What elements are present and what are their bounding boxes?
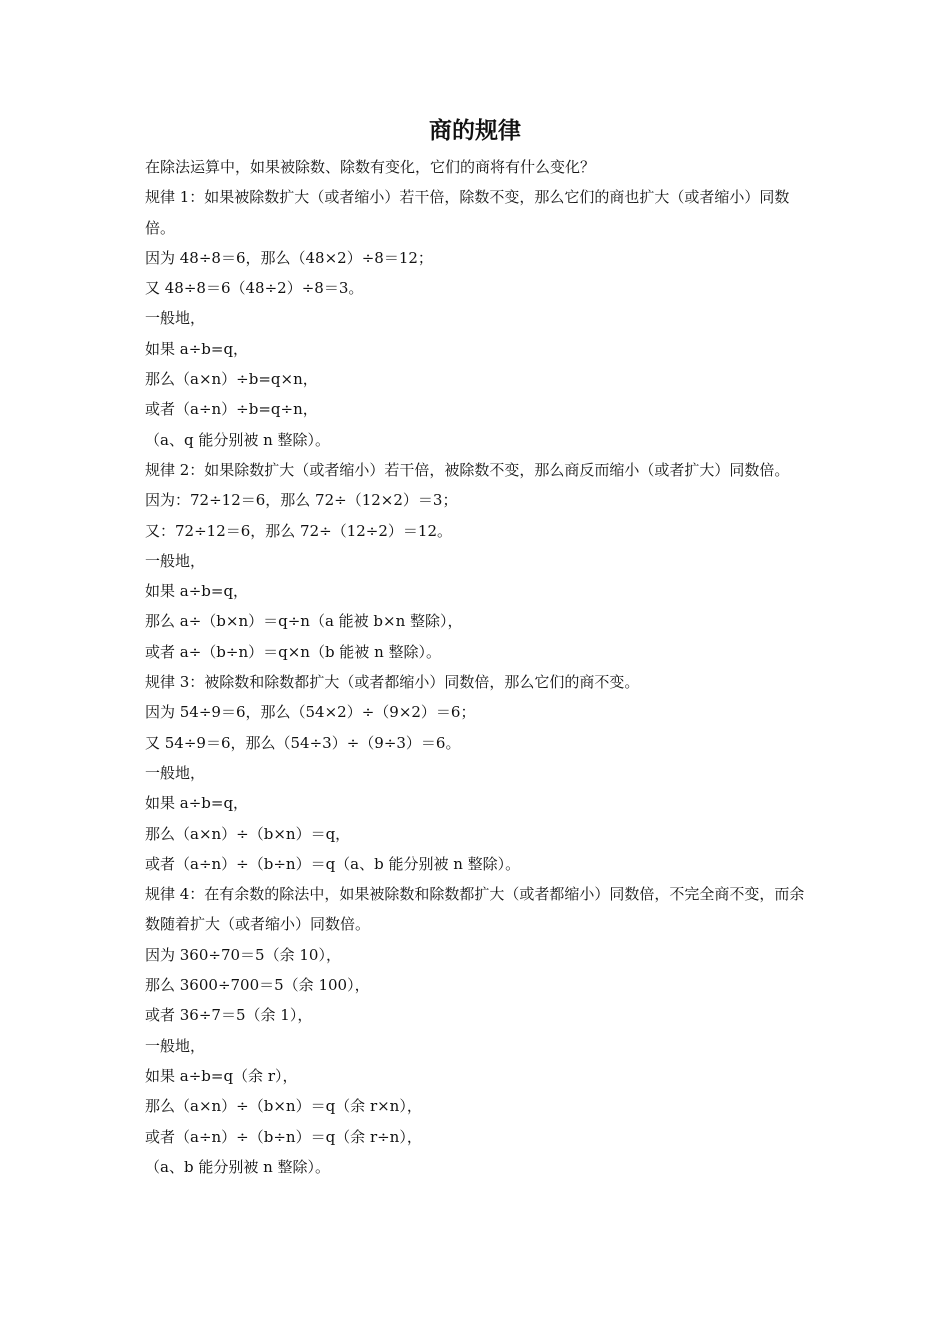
rule-3-text: 规律 3：被除数和除数都扩大（或者都缩小）同数倍，那么它们的商不变。 [145,673,640,692]
formula-line: 或者（a÷n）÷（b÷n）＝q（a、b 能分别被 n 整除）。 [145,854,521,873]
formula-line: 如果 a÷b=q， [145,794,249,813]
text-line: 一般地， [145,309,206,328]
formula-line: 那么（a×n）÷（b×n）＝q， [145,824,351,843]
text-line: 那么 3600÷700＝5（余 100）， [145,976,370,995]
formula-line: 或者（a÷n）÷（b÷n）＝q（余 r÷n）， [145,1127,422,1146]
page-title: 商的规律 [429,118,521,144]
rule-4-text: 规律 4：在有余数的除法中，如果被除数和除数都扩大（或者都缩小）同数倍，不完全商不变，而余数随着扩大（或者缩小）同数倍。 [145,885,805,934]
text-line: 一般地， [145,1036,206,1055]
text-line: 又：72÷12＝6，那么 72÷（12÷2）＝12。 [145,521,452,540]
text-line: 又 48÷8＝6（48÷2）÷8＝3。 [145,279,364,298]
formula-line: 如果 a÷b=q， [145,582,249,601]
text-line: 因为：72÷12＝6，那么 72÷（12×2）＝3； [145,491,458,510]
text-line: 因为 48÷8＝6，那么（48×2）÷8＝12； [145,248,433,267]
text-line: 一般地， [145,551,206,570]
formula-line: 如果 a÷b=q（余 r）， [145,1066,298,1085]
text-line: 在除法运算中，如果被除数、除数有变化，它们的商将有什么变化？ [145,158,596,176]
formula-line: 或者（a÷n）÷b=q÷n， [145,400,318,419]
text-line: 又 54÷9＝6，那么（54÷3）÷（9÷3）＝6。 [145,733,461,752]
formula-line: 那么（a×n）÷b=q×n， [145,370,318,389]
rule-2-text: 规律 2：如果除数扩大（或者缩小）若干倍，被除数不变，那么商反而缩小（或者扩大）同数倍。 [145,460,790,479]
formula-line: 如果 a÷b=q， [145,339,249,358]
formula-line: 那么 a÷（b×n）＝q÷n（a 能被 b×n 整除）， [145,612,463,631]
text-line: 因为 360÷70＝5（余 10）， [145,945,341,964]
text-line: 或者 36÷7＝5（余 1）， [145,1006,313,1025]
rule-1-text: 规律 1：如果被除数扩大（或者缩小）若干倍，除数不变，那么它们的商也扩大（或者缩小）同数倍。 [145,188,790,237]
formula-line: 或者 a÷（b÷n）＝q×n（b 能被 n 整除）。 [145,642,442,661]
text-line: 一般地， [145,763,206,782]
formula-line: （a、b 能分别被 n 整除）。 [145,1157,331,1176]
document-body [145,152,805,1182]
formula-line: （a、q 能分别被 n 整除）。 [145,430,331,449]
text-line: 因为 54÷9＝6，那么（54×2）÷（9×2）＝6； [145,703,476,722]
formula-line: 那么（a×n）÷（b×n）＝q（余 r×n）， [145,1097,422,1116]
